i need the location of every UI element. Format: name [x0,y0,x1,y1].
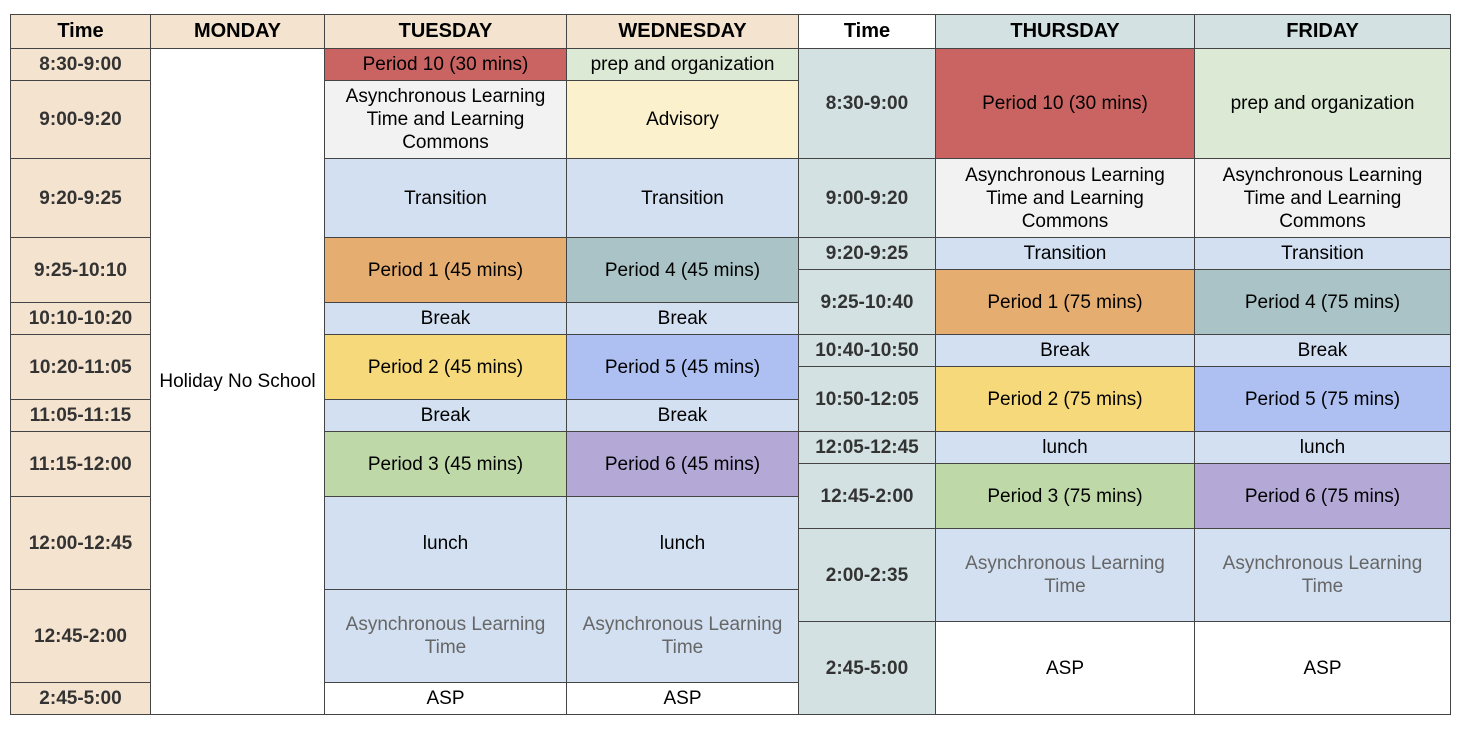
time-slot-right-label: 12:05-12:45 [815,437,919,458]
thursday-block-label: Break [1040,340,1090,361]
thursday-block-label: Transition [1023,243,1107,264]
time-slot-right-label: 10:40-10:50 [815,340,919,361]
thursday-block [935,431,1195,464]
friday-block-label: Transition [1281,243,1364,264]
time-slot-left [10,399,151,432]
wednesday-block-label: Period 4 (45 mins) [604,259,761,281]
thursday-block-label: Asynchronous Learning Time and Learning Commons [965,164,1165,232]
tuesday-block-label: lunch [422,532,469,554]
time-slot-left [10,334,151,400]
time-slot-left [10,302,151,335]
time-slot-left [10,48,151,81]
header-time-right-label: Time [843,20,891,42]
tuesday-block-label: Period 2 (45 mins) [367,356,524,378]
time-slot-left-label: 9:00-9:20 [39,109,122,130]
wednesday-block [566,589,799,683]
wednesday-block [566,48,799,81]
friday-block-label: Period 4 (75 mins) [1244,291,1401,313]
tuesday-block-label: Asynchronous Learning Time and Learning Commons [345,86,546,153]
time-slot-left [10,589,151,683]
time-slot-left-label: 11:05-11:15 [29,405,132,426]
thursday-block-label: Period 2 (75 mins) [987,388,1143,410]
friday-block-label: Asynchronous Learning Time [1222,553,1423,597]
time-slot-left [10,682,151,715]
time-slot-right-label: 10:50-12:05 [815,388,919,410]
thursday-block [935,334,1195,367]
wednesday-block [566,302,799,335]
tuesday-block-label: Asynchronous Learning Time [345,614,546,658]
friday-block-label: prep and organization [1230,93,1415,114]
header-tuesday-label: TUESDAY [398,20,493,42]
header-wednesday [566,14,799,49]
header-time-left-label: Time [57,20,104,42]
wednesday-block [566,496,799,590]
tuesday-block [324,158,567,238]
friday-block [1194,158,1451,238]
time-slot-right [798,269,936,335]
time-slot-right [798,621,936,715]
time-slot-right [798,334,936,367]
wednesday-block [566,399,799,432]
wednesday-block [566,334,799,400]
time-slot-left-label: 10:20-11:05 [29,356,132,378]
time-slot-left-label: 12:45-2:00 [34,625,127,647]
thursday-block [935,158,1195,238]
friday-block [1194,334,1451,367]
tuesday-block [324,80,567,159]
friday-block [1194,621,1451,715]
tuesday-block [324,399,567,432]
wednesday-block [566,80,799,159]
tuesday-block-label: Period 3 (45 mins) [367,453,524,475]
thursday-block-label: Period 1 (75 mins) [987,291,1143,313]
thursday-block-label: lunch [1042,437,1088,458]
friday-block-label: Break [1297,340,1348,361]
header-time-left [10,14,151,49]
tuesday-block [324,302,567,335]
time-slot-right [798,237,936,270]
header-thursday-label: THURSDAY [1010,20,1120,42]
time-slot-left-label: 11:15-12:00 [29,453,132,475]
friday-block [1194,366,1451,432]
tuesday-block [324,431,567,497]
thursday-block-label: Period 10 (30 mins) [982,93,1148,114]
tuesday-block-label: Transition [404,187,487,209]
header-monday-label: MONDAY [193,20,282,42]
monday-holiday-label: Holiday No School [159,371,316,392]
time-slot-left-label: 2:45-5:00 [39,688,122,709]
header-tuesday [324,14,567,49]
wednesday-block-label: lunch [659,532,706,554]
tuesday-block-label: Break [420,308,471,329]
thursday-block [935,269,1195,335]
thursday-block-label: Asynchronous Learning Time [965,553,1165,597]
time-slot-right-label: 9:25-10:40 [820,291,914,313]
time-slot-left [10,496,151,590]
time-slot-right-label: 2:45-5:00 [825,657,909,679]
tuesday-block-label: ASP [426,688,465,709]
thursday-block [935,621,1195,715]
time-slot-left-label: 8:30-9:00 [39,54,122,75]
time-slot-left [10,80,151,159]
wednesday-block-label: Asynchronous Learning Time [582,614,783,658]
time-slot-right [798,528,936,622]
thursday-block [935,366,1195,432]
wednesday-block-label: Break [657,308,708,329]
time-slot-right [798,463,936,529]
header-friday-label: FRIDAY [1286,20,1359,42]
friday-block [1194,237,1451,270]
thursday-block-label: Period 3 (75 mins) [987,485,1143,507]
wednesday-block [566,431,799,497]
tuesday-block-label: Period 1 (45 mins) [367,259,524,281]
tuesday-block [324,334,567,400]
time-slot-right-label: 2:00-2:35 [825,564,909,586]
friday-block [1194,269,1451,335]
wednesday-block [566,158,799,238]
header-friday [1194,14,1451,49]
tuesday-block [324,496,567,590]
time-slot-right-label: 8:30-9:00 [825,93,909,114]
friday-block-label: Period 5 (75 mins) [1244,388,1401,410]
time-slot-right [798,158,936,238]
wednesday-block-label: Period 6 (45 mins) [604,453,761,475]
friday-block [1194,48,1451,159]
header-time-right [798,14,936,49]
time-slot-left-label: 9:20-9:25 [39,187,122,209]
thursday-block [935,237,1195,270]
header-wednesday-label: WEDNESDAY [618,20,747,42]
time-slot-right-label: 9:20-9:25 [825,243,909,264]
tuesday-block-label: Period 10 (30 mins) [362,54,529,75]
friday-block [1194,463,1451,529]
header-monday [150,14,325,49]
wednesday-block-label: Transition [641,187,724,209]
wednesday-block-label: Advisory [646,109,719,130]
time-slot-right [798,366,936,432]
thursday-block [935,528,1195,622]
monday-holiday [150,48,325,715]
wednesday-block-label: prep and organization [590,54,775,75]
wednesday-block-label: Period 5 (45 mins) [604,356,761,378]
time-slot-right-label: 12:45-2:00 [820,485,914,507]
thursday-block [935,463,1195,529]
friday-block [1194,528,1451,622]
friday-block [1194,431,1451,464]
wednesday-block-label: ASP [663,688,702,709]
wednesday-block [566,237,799,303]
header-thursday [935,14,1195,49]
friday-block-label: lunch [1299,437,1346,458]
time-slot-right [798,431,936,464]
time-slot-left [10,237,151,303]
time-slot-left-label: 10:10-10:20 [28,308,133,329]
friday-block-label: Period 6 (75 mins) [1244,485,1401,507]
tuesday-block [324,48,567,81]
tuesday-block-label: Break [420,405,471,426]
friday-block-label: Asynchronous Learning Time and Learning Commons [1222,164,1423,232]
thursday-block [935,48,1195,159]
time-slot-left [10,431,151,497]
thursday-block-label: ASP [1045,657,1085,679]
wednesday-block [566,682,799,715]
tuesday-block [324,589,567,683]
friday-block-label: ASP [1303,657,1342,679]
time-slot-right-label: 9:00-9:20 [825,187,909,209]
wednesday-block-label: Break [657,405,708,426]
time-slot-right [798,48,936,159]
time-slot-left-label: 9:25-10:10 [34,259,127,281]
time-slot-left [10,158,151,238]
tuesday-block [324,237,567,303]
time-slot-left-label: 12:00-12:45 [28,532,133,554]
tuesday-block [324,682,567,715]
